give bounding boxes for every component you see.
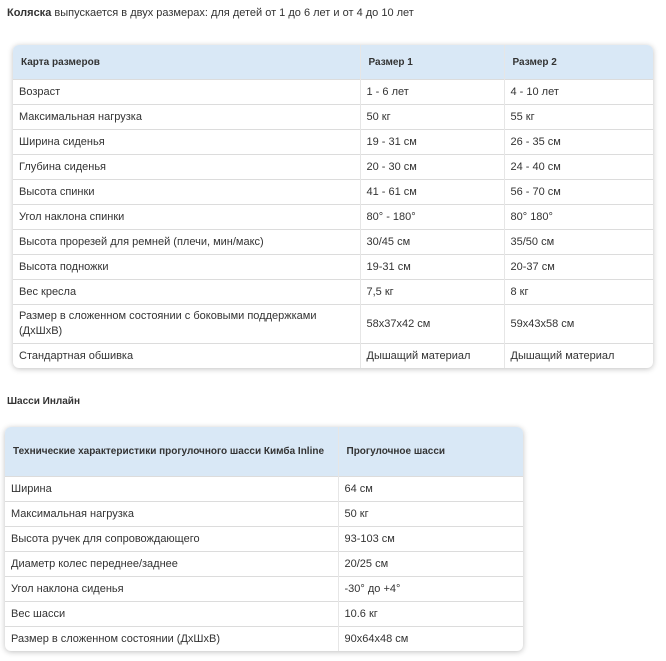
size-2-value: Дышащий материал bbox=[504, 344, 653, 369]
row-label: Максимальная нагрузка bbox=[13, 105, 360, 130]
size-2-value: 8 кг bbox=[504, 280, 653, 305]
size-1-value: 1 - 6 лет bbox=[360, 80, 504, 105]
size-1-value: Дышащий материал bbox=[360, 344, 504, 369]
header-size-2: Размер 2 bbox=[504, 45, 653, 80]
chassis-value: 20/25 см bbox=[338, 552, 523, 577]
header-size-chart: Карта размеров bbox=[13, 45, 360, 80]
table-row bbox=[13, 105, 653, 130]
row-label: Вес кресла bbox=[13, 280, 360, 305]
row-label: Глубина сиденья bbox=[13, 155, 360, 180]
row-label: Стандартная обшивка bbox=[13, 344, 360, 369]
header-size-1: Размер 1 bbox=[360, 45, 504, 80]
table-row bbox=[13, 155, 653, 180]
row-label: Угол наклона сиденья bbox=[5, 577, 338, 602]
header-chassis: Прогулочное шасси bbox=[338, 427, 523, 477]
row-label: Максимальная нагрузка bbox=[5, 502, 338, 527]
row-label: Высота ручек для сопровождающего bbox=[5, 527, 338, 552]
size-1-value: 80° - 180° bbox=[360, 205, 504, 230]
intro-bold: Коляска bbox=[7, 7, 52, 19]
chassis-value: 90х64х48 см bbox=[338, 627, 523, 652]
size-1-value: 41 - 61 см bbox=[360, 180, 504, 205]
chassis-value: 50 кг bbox=[338, 502, 523, 527]
table-row bbox=[13, 80, 653, 105]
table-row bbox=[13, 180, 653, 205]
row-label: Высота спинки bbox=[13, 180, 360, 205]
chassis-value: 93-103 см bbox=[338, 527, 523, 552]
row-label: Ширина bbox=[5, 477, 338, 502]
row-label: Размер в сложенном состоянии с боковыми поддержками (ДхШхВ) bbox=[13, 305, 360, 344]
size-2-value: 4 - 10 лет bbox=[504, 80, 653, 105]
table-row bbox=[5, 502, 523, 527]
size-chart-table bbox=[13, 45, 653, 368]
table-row bbox=[5, 552, 523, 577]
row-label: Высота прорезей для ремней (плечи, мин/макс) bbox=[13, 230, 360, 255]
table-row bbox=[5, 477, 523, 502]
size-2-value: 20-37 см bbox=[504, 255, 653, 280]
size-2-value: 59х43х58 см bbox=[504, 305, 653, 344]
size-2-value: 55 кг bbox=[504, 105, 653, 130]
size-1-value: 19 - 31 см bbox=[360, 130, 504, 155]
row-label: Вес шасси bbox=[5, 602, 338, 627]
table-row bbox=[5, 527, 523, 552]
intro-text bbox=[7, 7, 414, 19]
chassis-value: -30° до +4° bbox=[338, 577, 523, 602]
row-label: Диаметр колес переднее/заднее bbox=[5, 552, 338, 577]
chassis-specs-table bbox=[5, 427, 523, 651]
size-chart-table-card bbox=[13, 45, 653, 368]
table-row bbox=[13, 255, 653, 280]
table-row bbox=[13, 230, 653, 255]
chassis-value: 10.6 кг bbox=[338, 602, 523, 627]
size-1-value: 20 - 30 см bbox=[360, 155, 504, 180]
table-row bbox=[13, 305, 653, 344]
table-row bbox=[5, 627, 523, 652]
row-label: Возраст bbox=[13, 80, 360, 105]
size-1-value: 30/45 см bbox=[360, 230, 504, 255]
size-2-value: 35/50 см bbox=[504, 230, 653, 255]
table-row bbox=[13, 205, 653, 230]
size-1-value: 19-31 см bbox=[360, 255, 504, 280]
size-1-value: 50 кг bbox=[360, 105, 504, 130]
table-header-row bbox=[5, 427, 523, 477]
table-row bbox=[13, 344, 653, 369]
intro-rest: выпускается в двух размерах: для детей от 1 до 6 лет и от 4 до 10 лет bbox=[51, 7, 414, 19]
section-title-chassis: Шасси Инлайн bbox=[7, 396, 80, 407]
row-label: Угол наклона спинки bbox=[13, 205, 360, 230]
table-row bbox=[13, 130, 653, 155]
table-row bbox=[5, 602, 523, 627]
chassis-value: 64 см bbox=[338, 477, 523, 502]
row-label: Высота подножки bbox=[13, 255, 360, 280]
size-1-value: 58х37х42 см bbox=[360, 305, 504, 344]
table-row bbox=[13, 280, 653, 305]
table-row bbox=[5, 577, 523, 602]
row-label: Ширина сиденья bbox=[13, 130, 360, 155]
size-2-value: 80° 180° bbox=[504, 205, 653, 230]
table-header-row bbox=[13, 45, 653, 80]
size-2-value: 24 - 40 см bbox=[504, 155, 653, 180]
size-2-value: 26 - 35 см bbox=[504, 130, 653, 155]
chassis-specs-table-card bbox=[5, 427, 523, 651]
size-1-value: 7,5 кг bbox=[360, 280, 504, 305]
header-specs: Технические характеристики прогулочного шасси Кимба Inline bbox=[5, 427, 338, 477]
row-label: Размер в сложенном состоянии (ДхШхВ) bbox=[5, 627, 338, 652]
size-2-value: 56 - 70 см bbox=[504, 180, 653, 205]
